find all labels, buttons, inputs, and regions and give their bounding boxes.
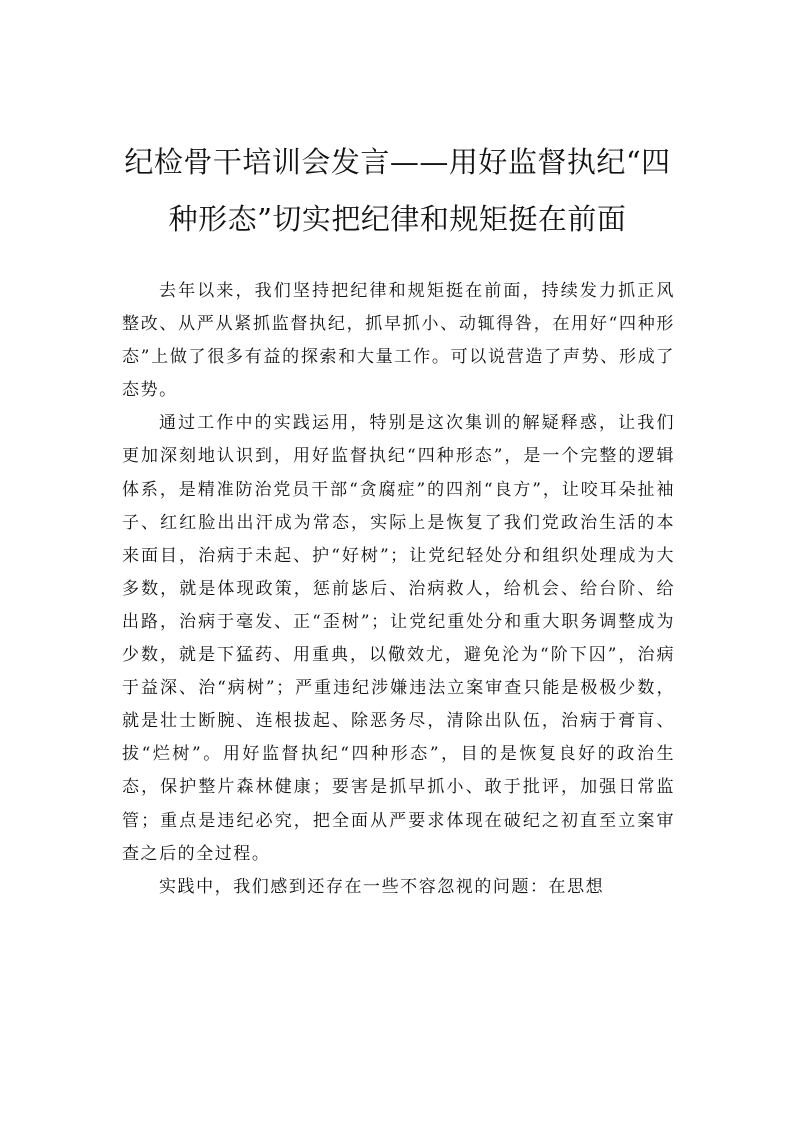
document-title — [110, 134, 685, 248]
paragraph-2: 通过工作中的实践运用，特别是这次集训的解疑释惑，让我们更加深刻地认识到，用好监督执纪“四种形态”，是一个完整的逻辑体系，是精准防治党员干部“贪腐症”的四剂“良方”，让咬耳朵扯袖子、红红脸出出汗成为常态，实际上是恢复了我们党政治生活的本来面目，治病于未起、护“好树”；让党纪轻处分和组织处理成为大多数，就是体现政策，惩前毖后、治病救人，给机会、给台阶、给出路，治病于毫发、正“歪树”；让党纪重处分和重大职务调整成为少数，就是下猛药、用重典，以儆效尤，避免沦为“阶下囚”，治病于益深、治“病树”；严重违纪涉嫌违法立案审查只能是极极少数，就是壮士断腕、连根拔起、除恶务尽，清除出队伍，治病于膏肓、拔“烂树”。用好监督执纪“四种形态”，目的是恢复良好的政治生态，保护整片森林健康；要害是抓早抓小、敢于批评，加强日常监管；重点是违纪必究，把全面从严要求体现在破纪之初直至立案审查之后的全过程。 — [122, 413, 675, 864]
title-line-1: 纪检骨干培训会发言——用好监督执纪“四 — [124, 145, 671, 179]
paragraph-3: 实践中，我们感到还存在一些不容忽视的问题：在思想 — [159, 876, 605, 897]
paragraph-1: 去年以来，我们坚持把纪律和规矩挺在前面，持续发力抓正风整改、从严从紧抓监督执纪，抓早抓小、动辄得咎，在用好“四种形态”上做了很多有益的探索和大量工作。可以说营造了声势、形成了态势。 — [122, 281, 675, 401]
title-line-2: 种形态”切实把纪律和规矩挺在前面 — [168, 202, 627, 236]
document-body — [122, 275, 675, 904]
